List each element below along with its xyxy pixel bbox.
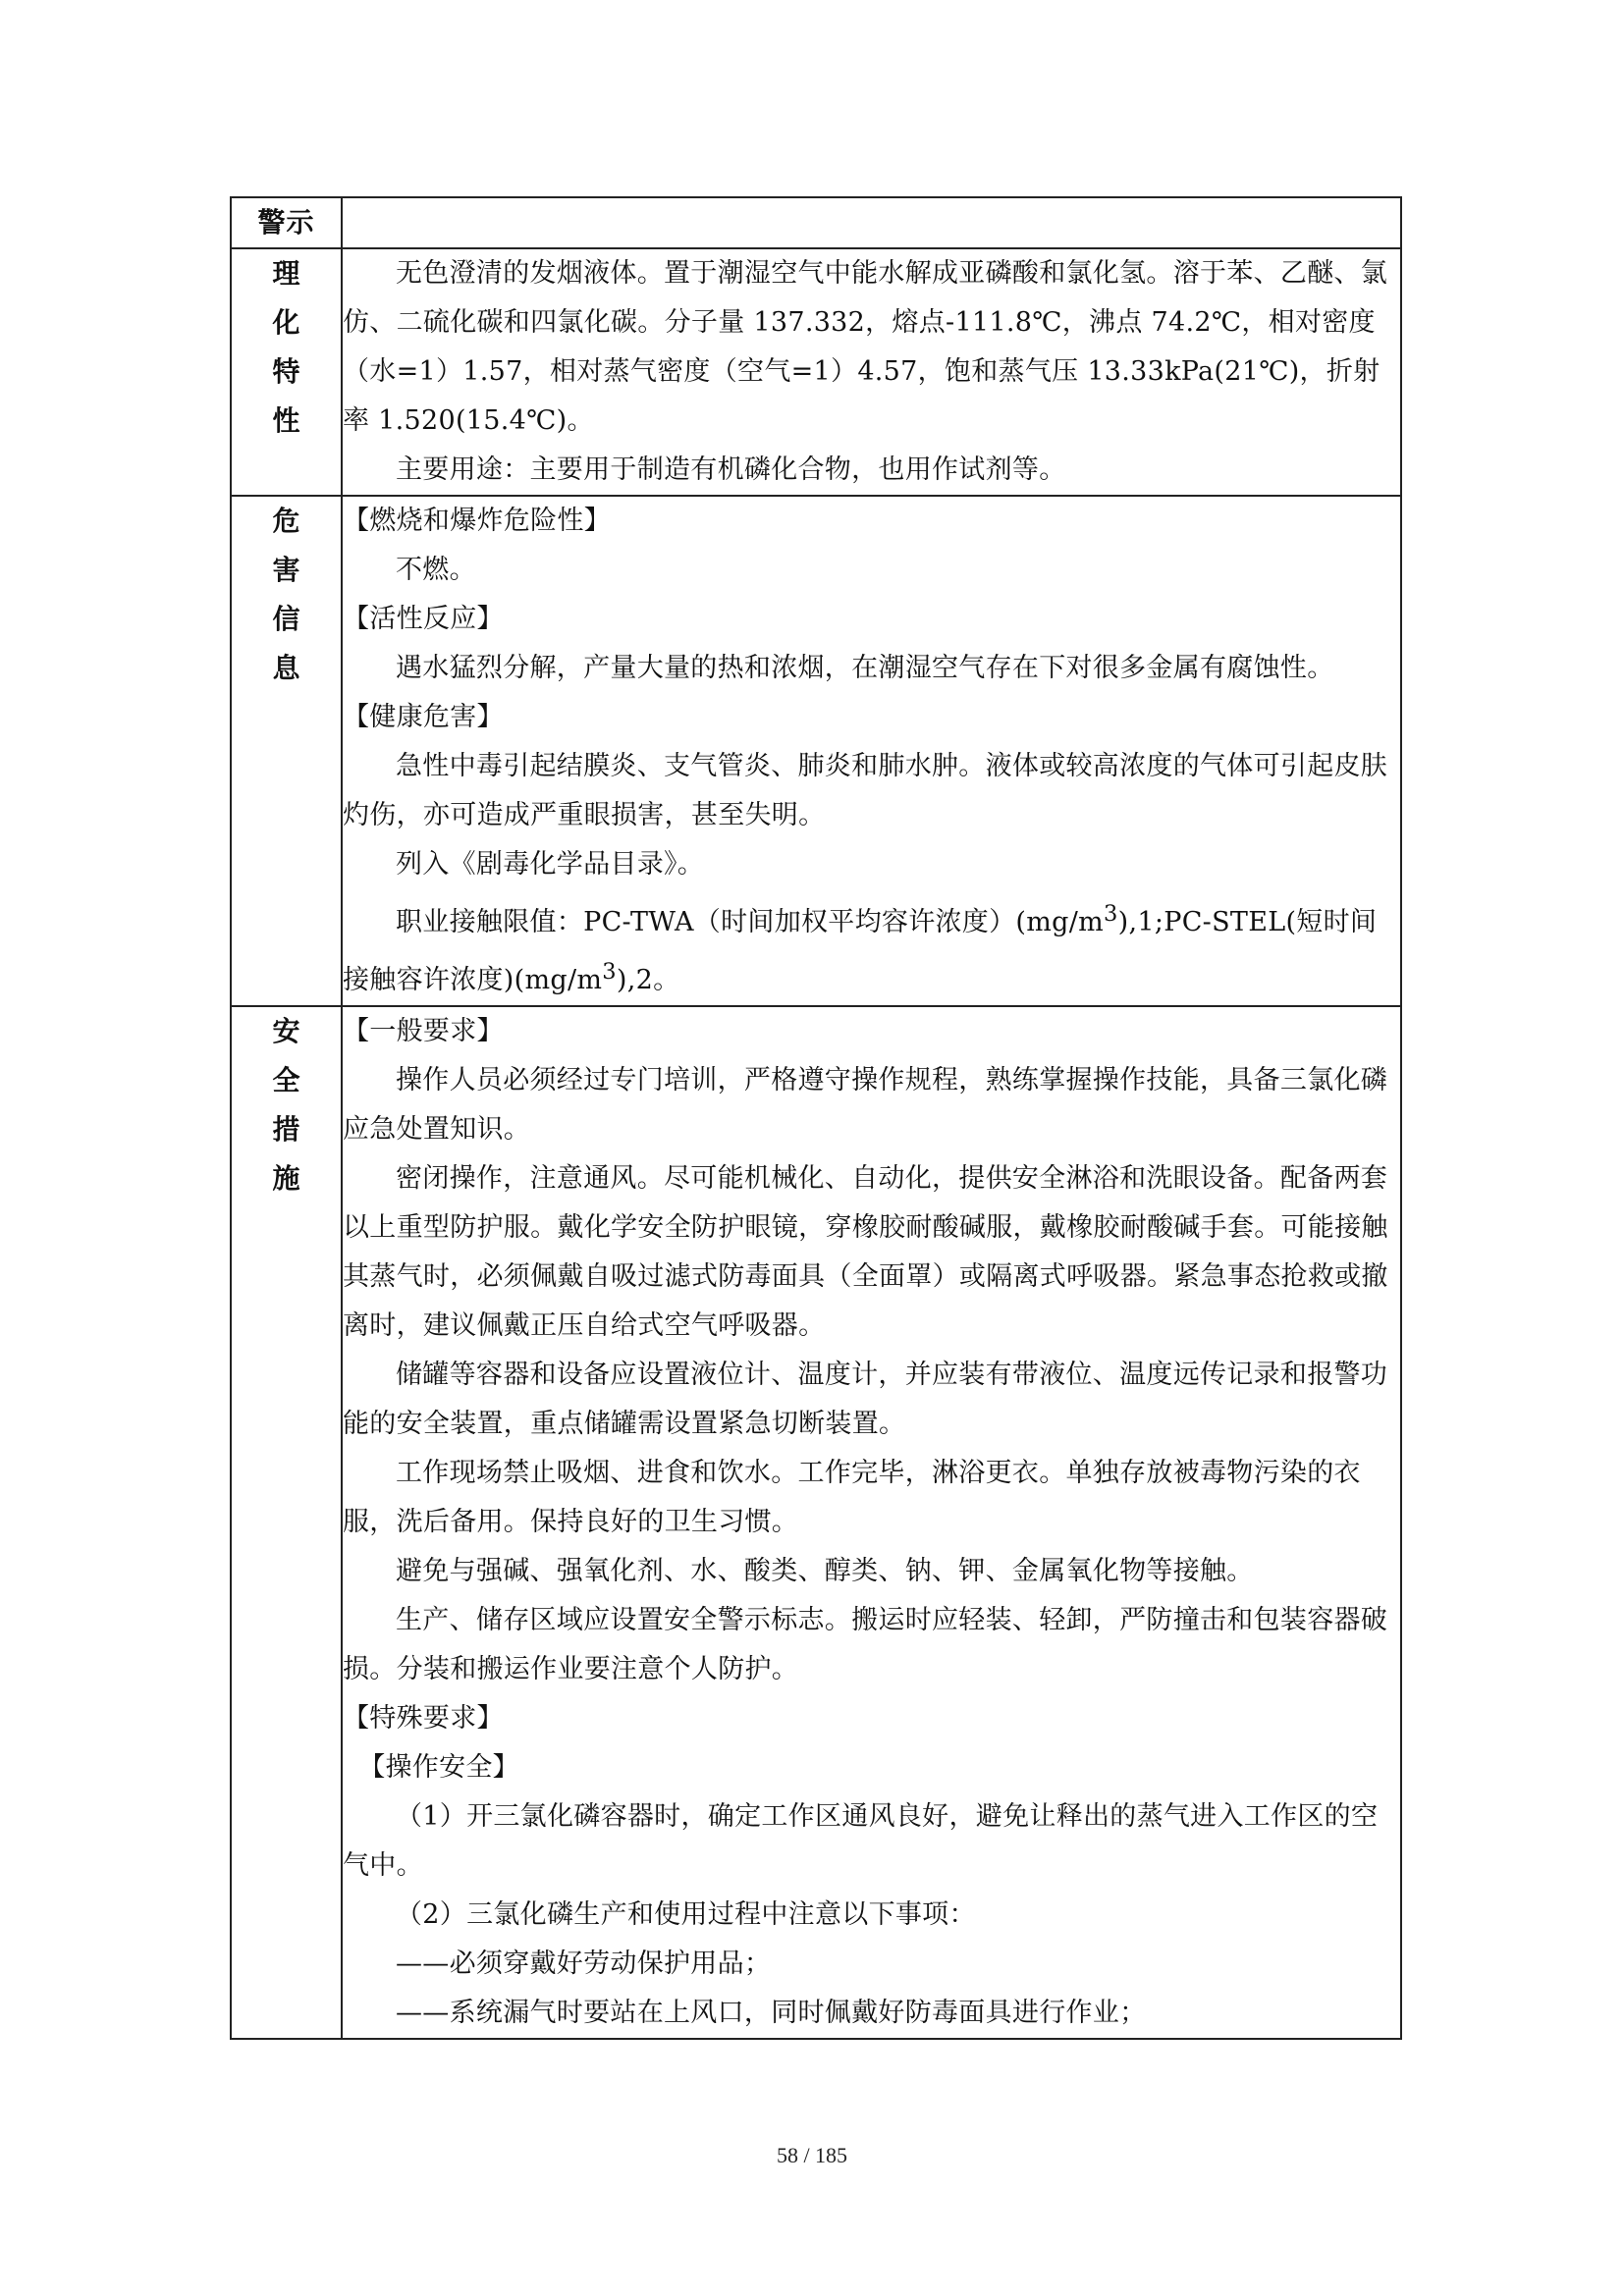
- heading-fire: 【燃烧和爆炸危险性】: [343, 506, 611, 536]
- hazard-content: [342, 496, 1401, 1006]
- warning-row: [231, 197, 1401, 248]
- heading-general: 【一般要求】: [343, 1016, 504, 1046]
- safety-label-char: 全: [272, 1064, 300, 1096]
- hazard-label: [231, 496, 342, 1006]
- physchem-description: 无色澄清的发烟液体。置于潮湿空气中能水解成亚磷酸和氯化氢。溶于苯、乙醚、氯仿、二硫化碳和四氯化碳。分子量 137.332，熔点-111.8℃，沸点 74.2℃，相对密度（水=1）1.57，相对蒸气密度（空气=1）4.57，饱和蒸气压 13.33kPa(21℃)，折射率 1.520(15.4℃)。: [343, 258, 1388, 436]
- physchem-row: [231, 248, 1401, 496]
- safety-content: [342, 1006, 1401, 2039]
- warning-content: [342, 197, 1401, 248]
- dash-item: ——系统漏气时要站在上风口，同时佩戴好防毒面具进行作业；: [396, 1998, 1147, 2028]
- dash-item: ——必须穿戴好劳动保护用品；: [396, 1949, 772, 1979]
- heading-reactivity: 【活性反应】: [343, 604, 504, 634]
- safety-label-char: 措: [272, 1113, 300, 1146]
- general-paragraph: 操作人员必须经过专门培训，严格遵守操作规程，熟练掌握操作技能，具备三氯化磷应急处置知识。: [343, 1065, 1388, 1145]
- reactivity-text: 遇水猛烈分解，产量大量的热和浓烟，在潮湿空气存在下对很多金属有腐蚀性。: [396, 653, 1334, 683]
- heading-operation: 【操作安全】: [358, 1752, 519, 1783]
- general-paragraph: 生产、储存区域应设置安全警示标志。搬运时应轻装、轻卸，严防撞击和包装容器破损。分装和搬运作业要注意个人防护。: [343, 1605, 1388, 1684]
- warning-label: 警示: [231, 197, 342, 248]
- safety-label-char: 安: [272, 1015, 300, 1047]
- listed-text: 列入《剧毒化学品目录》。: [396, 849, 705, 880]
- physchem-label-char: 化: [272, 306, 300, 339]
- hazard-row: [231, 496, 1401, 1006]
- general-paragraph: 避免与强碱、强氧化剂、水、酸类、醇类、钠、钾、金属氧化物等接触。: [396, 1556, 1254, 1586]
- hazard-label-char: 危: [272, 505, 300, 537]
- general-paragraph: 密闭操作，注意通风。尽可能机械化、自动化，提供安全淋浴和洗眼设备。配备两套以上重型防护服。戴化学安全防护眼镜，穿橡胶耐酸碱服，戴橡胶耐酸碱手套。可能接触其蒸气时，必须佩戴自吸过滤式防毒面具（全面罩）或隔离式呼吸器。紧急事态抢救或撤离时，建议佩戴正压自给式空气呼吸器。: [343, 1163, 1388, 1341]
- heading-health: 【健康危害】: [343, 702, 504, 732]
- operation-item-2: （2）三氯化磷生产和使用过程中注意以下事项：: [396, 1899, 976, 1930]
- safety-label-char: 施: [272, 1162, 300, 1195]
- physchem-label-char: 性: [272, 404, 300, 437]
- fire-text: 不燃。: [396, 555, 476, 585]
- physchem-label-char: 理: [272, 257, 300, 290]
- general-paragraph: 工作现场禁止吸烟、进食和饮水。工作完毕，淋浴更衣。单独存放被毒物污染的衣服，洗后备用。保持良好的卫生习惯。: [343, 1458, 1361, 1537]
- safety-row: [231, 1006, 1401, 2039]
- hazard-label-char: 信: [272, 603, 300, 635]
- physchem-content: [342, 248, 1401, 496]
- hazard-label-char: 息: [272, 652, 300, 684]
- operation-item-1: （1）开三氯化磷容器时，确定工作区通风良好，避免让释出的蒸气进入工作区的空气中。: [343, 1801, 1379, 1881]
- oel-superscript: 3: [1104, 901, 1118, 927]
- general-paragraph: 储罐等容器和设备应设置液位计、温度计，并应装有带液位、温度远传记录和报警功能的安全装置，重点储罐需设置紧急切断装置。: [343, 1360, 1388, 1439]
- physchem-usage: 主要用途：主要用于制造有机磷化合物，也用作试剂等。: [396, 454, 1066, 485]
- physchem-label-char: 特: [272, 355, 300, 388]
- oel-superscript: 3: [602, 959, 617, 985]
- safety-label: [231, 1006, 342, 2039]
- physchem-label: [231, 248, 342, 496]
- hazard-label-char: 害: [272, 554, 300, 586]
- msds-table: [230, 196, 1402, 2040]
- oel-part: ),2。: [616, 965, 680, 995]
- oel-part: 职业接触限值：PC-TWA（时间加权平均容许浓度）(mg/m: [396, 907, 1105, 937]
- page-number: 58 / 185: [776, 2143, 848, 2167]
- oel-text: [343, 889, 1400, 1005]
- health-text: 急性中毒引起结膜炎、支气管炎、肺炎和肺水肿。液体或较高浓度的气体可引起皮肤灼伤，亦可造成严重眼损害，甚至失明。: [343, 751, 1388, 830]
- oel-part: ),1;PC-STEL(短时间接触容许浓度)(mg/m: [343, 907, 1378, 995]
- heading-special: 【特殊要求】: [343, 1703, 504, 1734]
